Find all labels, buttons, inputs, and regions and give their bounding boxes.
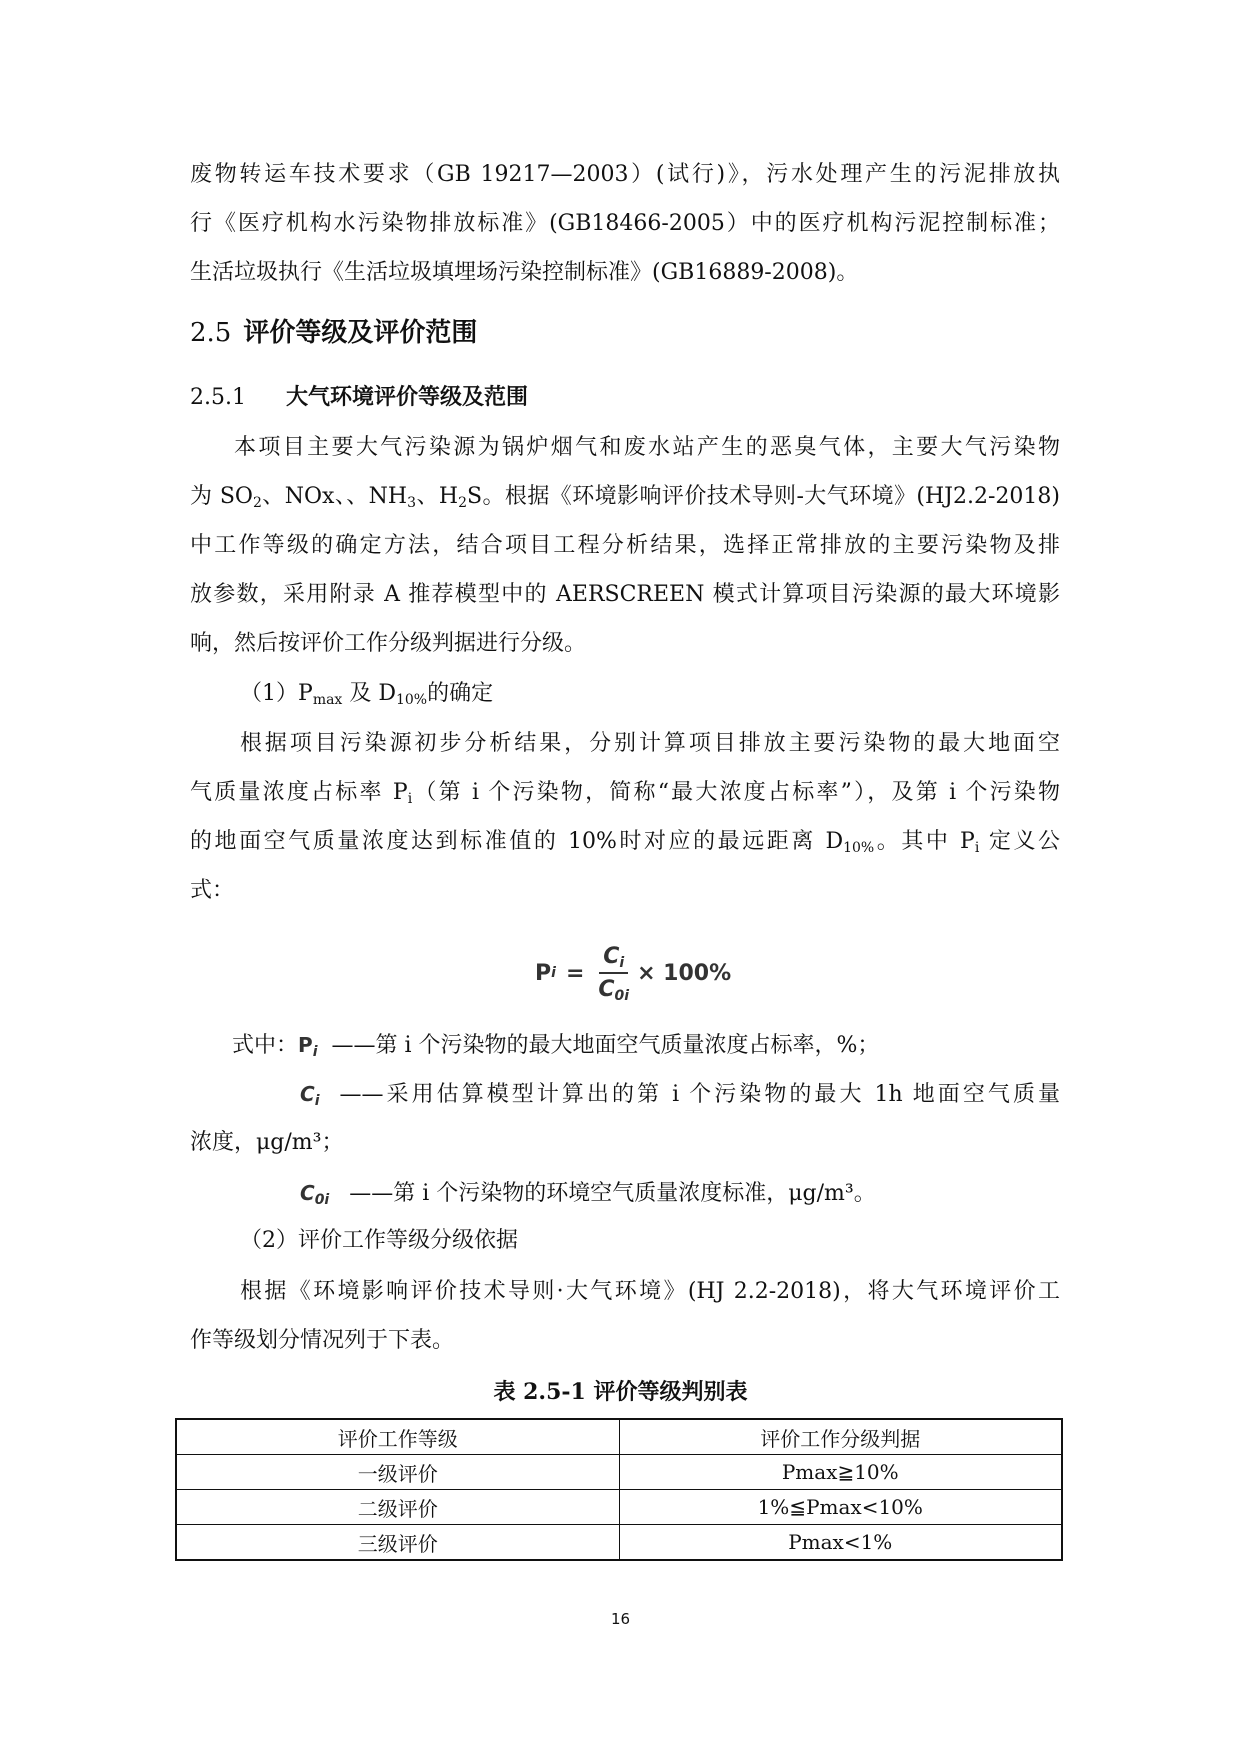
definition-line (300, 1178, 1060, 1209)
symbol-c0 (300, 1178, 329, 1208)
section-number: 2.5 (190, 318, 232, 348)
symbol-letter: C (300, 1181, 315, 1205)
symbol-c (300, 1079, 320, 1109)
subsection-heading (190, 382, 1060, 413)
paragraph-line (190, 778, 1060, 808)
symbol-p (298, 1030, 317, 1060)
definition-line (232, 1030, 1062, 1061)
table-cell: 三级评价 (176, 1525, 619, 1561)
paragraph-line: 中工作等级的确定方法，结合项目工程分析结果，选择正常排放的主要污染物及排 (190, 533, 1060, 558)
table-cell: 一级评价 (176, 1455, 619, 1490)
formula-fraction (598, 944, 629, 1002)
subscript: i (312, 1044, 318, 1060)
subscript: 10% (395, 692, 428, 708)
text-run: ——采用估算模型计算出的第 i 个污染物的最大 1h 地面空气质量 (339, 1082, 1060, 1107)
table-row (176, 1525, 1062, 1561)
paragraph-line: 本项目主要大气污染源为锅炉烟气和废水站产生的恶臭气体，主要大气污染物 (234, 435, 1060, 460)
subscript: i (407, 791, 413, 807)
text-run: 气质量浓度占标率 P (190, 780, 408, 805)
text-run: 定义公 (979, 829, 1061, 854)
paragraph-line: 根据项目污染源初步分析结果，分别计算项目排放主要污染物的最大地面空 (240, 731, 1060, 756)
formula: P i = $\frac{C_i}{C_{0i}}$ × 100% (535, 944, 732, 1004)
definition-line (300, 1079, 1060, 1110)
text-run: 及 D (342, 681, 396, 706)
grade-table (175, 1418, 1063, 1561)
formula-numerator (599, 944, 628, 974)
text-run: （第 i 个污染物，简称“最大浓度占标率”），及第 i 个污染物 (412, 780, 1060, 805)
text-run: 为 SO (190, 484, 253, 509)
table-cell: 1%≦Pmax<10% (619, 1490, 1062, 1525)
paragraph-line (190, 827, 1060, 857)
formula-rhs: × 100% (637, 960, 732, 986)
paragraph-line: 根据《环境影响评价技术导则·大气环境》(HJ 2.2-2018)，将大气环境评价工 (240, 1279, 1060, 1304)
text-run: 的地面空气质量浓度达到标准值的 10%时对应的最远距离 D (190, 829, 844, 854)
table-header-row (176, 1419, 1062, 1455)
subscript: max (312, 692, 343, 708)
formula-equals: = (565, 960, 585, 986)
subscript: i (314, 1093, 320, 1109)
subscript: 10% (843, 840, 875, 856)
table-cell: 二级评价 (176, 1490, 619, 1525)
text-run: ——第 i 个污染物的环境空气质量浓度标准，μg/m³。 (349, 1181, 876, 1206)
symbol-letter: C (300, 1082, 315, 1106)
page-number: 16 (610, 1610, 631, 1628)
paragraph-line: 式： (190, 878, 235, 903)
table-cell: Pmax≧10% (619, 1455, 1062, 1490)
formula-symbol: C (598, 977, 615, 1002)
table-header-cell: 评价工作等级 (176, 1419, 619, 1455)
table-row (176, 1455, 1062, 1490)
formula-symbol: P (535, 960, 552, 986)
formula-denominator (598, 974, 629, 1002)
table-header-cell: 评价工作分级判据 (619, 1419, 1062, 1455)
subscript: 2 (458, 495, 468, 511)
subscript: i (974, 840, 980, 856)
subscript: 3 (407, 495, 417, 511)
paragraph-line: 行《医疗机构水污染物排放标准》(GB18466-2005）中的医疗机构污泥控制标准； (190, 211, 1060, 236)
subscript: 2 (252, 495, 262, 511)
section-heading (190, 318, 1060, 348)
formula-symbol: C (603, 944, 620, 969)
paragraph-line: 放参数，采用附录 A 推荐模型中的 AERSCREEN 模式计算项目污染源的最大环境影 (190, 582, 1060, 607)
section-title: 评价等级及评价范围 (243, 318, 478, 348)
symbol-letter: P (298, 1033, 313, 1057)
subscript: i (619, 955, 625, 971)
subsection-number: 2.5.1 (190, 385, 246, 410)
list-item (240, 679, 840, 709)
table-row (176, 1490, 1062, 1525)
table-cell: Pmax<1% (619, 1525, 1062, 1561)
text-run: S。根据《环境影响评价技术导则-大气环境》(HJ2.2-2018) (467, 484, 1060, 509)
text-run: 的确定 (427, 681, 494, 706)
paragraph-line: 响，然后按评价工作分级判据进行分级。 (190, 631, 587, 656)
paragraph-line: 作等级划分情况列于下表。 (190, 1328, 455, 1353)
text-run: 。其中 P (874, 829, 975, 854)
subsection-title: 大气环境评价等级及范围 (285, 384, 528, 410)
paragraph-line: 生活垃圾执行《生活垃圾填埋场污染控制标准》(GB16889-2008)。 (190, 260, 859, 285)
list-item: （2）评价工作等级分级依据 (240, 1228, 518, 1253)
text-run: （1）P (240, 681, 313, 706)
text-run: 式中： (232, 1033, 299, 1058)
definition-line: 浓度，μg/m³； (190, 1130, 344, 1155)
text-run: 、H (416, 484, 459, 509)
subscript: 0i (614, 988, 630, 1004)
table-caption: 表 2.5-1 评价等级判别表 (493, 1379, 748, 1405)
paragraph-line: 废物转运车技术要求（GB 19217—2003）(试行)》，污水处理产生的污泥排放执 (190, 162, 1060, 187)
paragraph-line (190, 482, 1060, 512)
text-run: 、NOx、、NH (261, 484, 408, 509)
subscript: 0i (314, 1192, 330, 1208)
text-run: ——第 i 个污染物的最大地面空气质量浓度占标率，%； (331, 1033, 880, 1058)
